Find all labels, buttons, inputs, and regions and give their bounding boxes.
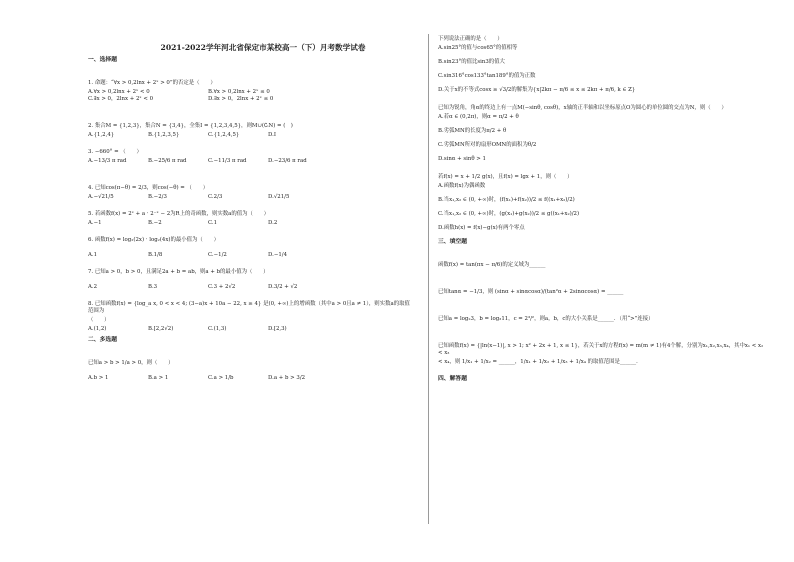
- q7-option-a: A.2: [88, 284, 98, 290]
- q5-option-a: A.−1: [88, 220, 102, 226]
- q7-option-c: C.3 + 2√2: [208, 284, 236, 290]
- section-heading-answer: 四、解答题: [438, 376, 467, 382]
- exam-title: 2021-2022学年河北省保定市某校高一（下）月考数学试卷: [160, 43, 366, 52]
- q8-answer-paren: （ ）: [88, 317, 110, 323]
- q6-option-a: A.1: [88, 252, 98, 258]
- question-16: 已知函数f(x) = {|ln(x−1)|, x > 1; x² + 2x + 1, x ≤ 1}，若关于x的方程f(x) = m(m ≠ 1)有4个解，分别为x₁,x₂,x₃,x₄，其中x₁ < x₂ < x₃: [438, 343, 764, 356]
- q11-option-c: C.劣弧MN所对的扇形OMN的面积为θ/2: [438, 142, 537, 148]
- q10-option-b: B.sin23°的值比sin3的值大: [438, 59, 505, 65]
- question-7: 7. 已知a > 0，b > 0，且满足2a + b = ab，则a + b的最小值为（ ）: [88, 269, 269, 275]
- question-11: 已知为锐角，角α的终边上有一点M(−sinθ, cosθ)，x轴的正半轴和以坐标原点O为圆心的单位圆的交点为N，则（ ）: [438, 105, 727, 111]
- q2-option-c: C.{1,2,4,5}: [208, 132, 240, 138]
- q4-option-b: B.−2/3: [148, 194, 167, 200]
- q6-options: [88, 252, 418, 259]
- question-1: 1. 命题：“∀x > 0,2lnx + 2ˣ > 0”的否定是（ ）: [88, 80, 216, 86]
- question-2: 2. 集合M = {1,2,3}，集合N = {3,4}，全集I = {1,2,3,4,5}，则M∪(∁ᵢN) = ( ): [88, 123, 293, 129]
- column-divider: [428, 34, 429, 524]
- left-column: [88, 44, 418, 392]
- q9-option-b: B.a > 1: [148, 375, 169, 381]
- q1-option-a: A.∀x > 0,2lnx + 2ˣ < 0: [88, 89, 150, 95]
- q3-option-a: A.−13/3 π rad: [88, 158, 127, 164]
- q5-option-d: D.2: [268, 220, 278, 226]
- q4-option-d: D.√21/5: [268, 194, 290, 200]
- q1-option-c: C.∃x > 0，2lnx + 2ˣ < 0: [88, 96, 154, 102]
- q12-option-b: B.当x₁,x₂ ∈ (0, +∞)时，(f(x₁)+f(x₂))/2 ≤ f((x₁+x₂)/2): [438, 197, 575, 203]
- q7-option-d: D.3/2 + √2: [268, 284, 298, 290]
- question-6: 6. 函数f(x) = log₂(2x) · log₂(4x)的最小值为（ ）: [88, 237, 219, 243]
- q10-option-a: A.sin25°的值与cos65°的值相等: [438, 45, 518, 51]
- q2-options: [88, 132, 418, 139]
- right-column: [438, 36, 768, 389]
- section-heading-multi: 二、多选题: [88, 337, 117, 343]
- q2-option-d: D.I: [268, 132, 276, 138]
- q3-option-b: B.−25/6 π rad: [148, 158, 187, 164]
- q1-options-row1: [88, 89, 418, 96]
- q4-option-a: A.−√21/5: [88, 194, 114, 200]
- q10-options: [438, 45, 768, 94]
- q11-options: [438, 114, 768, 163]
- q6-option-b: B.1/8: [148, 252, 163, 258]
- q10-option-c: C.sin316°cos133°tan189°的值为正数: [438, 73, 536, 79]
- q9-options: [88, 375, 418, 382]
- q5-option-b: B.−2: [148, 220, 162, 226]
- q8-option-d: D.[2,3): [268, 326, 287, 332]
- q3-option-c: C.−11/3 π rad: [208, 158, 247, 164]
- q2-option-b: B.{1,2,3,5}: [148, 132, 180, 138]
- q12-option-c: C.当x₁,x₂ ∈ (0, +∞)时，(g(x₁)+g(x₂))/2 ≤ g((x₁+x₂)/2): [438, 211, 580, 217]
- q12-option-a: A.函数f(x)为偶函数: [438, 183, 486, 189]
- question-4: 4. 已知cos(π−θ) = 2/3，则cos(−θ) = （ ）: [88, 185, 209, 191]
- q8-option-b: B.[2,2√2): [148, 326, 174, 332]
- q1-options-row2: [88, 96, 418, 103]
- q9-option-a: A.b > 1: [88, 375, 109, 381]
- q2-option-a: A.{1,2,4}: [88, 132, 115, 138]
- q11-option-b: B.劣弧MN的长度为π/2 + θ: [438, 128, 507, 134]
- q3-options: [88, 158, 418, 165]
- q8-option-a: A.(1,2): [88, 326, 107, 332]
- q10-option-d: D.关于x的不等式cosx ≥ √3/2的解集为{x|2kπ − π/6 ≤ x ≤ 2kπ + π/6, k ∈ Z}: [438, 87, 636, 93]
- q5-options: [88, 220, 418, 227]
- q12-options: [438, 183, 768, 232]
- q12-option-d: D.函数h(x) = f(x)−g(x)有两个零点: [438, 225, 525, 231]
- question-13: 函数f(x) = tan(πx − π/6)的定义域为______: [438, 262, 546, 268]
- question-12: 若f(x) = x + 1/2 g(x)，且f(x) = lgx + 1，则（ ）: [438, 174, 573, 180]
- question-3: 3. −660° = （ ）: [88, 149, 142, 155]
- q6-option-c: C.−1/2: [208, 252, 227, 258]
- question-5: 5. 若函数f(x) = 2ˣ + a · 2⁻ˣ − 2为R上的奇函数，则实数a的值为（ ）: [88, 211, 270, 217]
- q9-option-c: C.a > 1/b: [208, 375, 234, 381]
- question-8: 8. 已知函数f(x) = {log_a x, 0 < x < 4; (3−a)x + 10a − 22, x ≥ 4} 是(0, +∞)上的增函数（其中a > 0且a ≠ 1），则实数a的取值范围为: [88, 301, 410, 314]
- q1-option-d: D.∃x > 0，2lnx + 2ˣ ≤ 0: [208, 96, 274, 102]
- question-16-line2: < x₄，则 1/x₁ + 1/x₂ = ______，1/x₁ + 1/x₂ + 1/x₃ + 1/x₄ 的取值范围是______．: [438, 359, 642, 365]
- question-14: 已知tanα = −1/3，则 (sinα + sinαcosα)/(tan²α + 2sinαcosα) = ______: [438, 289, 624, 295]
- question-9: 已知a > b > 1/a > 0，则（ ）: [88, 360, 174, 366]
- q1-option-b: B.∀x > 0,2lnx + 2ˣ ≤ 0: [208, 89, 270, 95]
- q7-option-b: B.3: [148, 284, 158, 290]
- q7-options: [88, 284, 418, 291]
- q4-options: [88, 194, 418, 201]
- section-heading-fill: 三、填空题: [438, 239, 467, 245]
- q5-option-c: C.1: [208, 220, 218, 226]
- question-15: 已知a = log₂3，b = log₃11，c = 2³/²，则a，b，c的大小关系是______．（用“>”连接）: [438, 316, 654, 322]
- q9-option-d: D.a + b > 3/2: [268, 375, 306, 381]
- q8-option-c: C.(1,3): [208, 326, 227, 332]
- q4-option-c: C.2/3: [208, 194, 223, 200]
- q6-option-d: D.−1/4: [268, 252, 288, 258]
- section-heading-choice: 一、选择题: [88, 57, 117, 63]
- q3-option-d: D.−23/6 π rad: [268, 158, 307, 164]
- q11-option-a: A.若α ∈ (0,2π)，则α = π/2 + θ: [438, 114, 519, 120]
- q11-option-d: D.sinα + sinθ > 1: [438, 156, 486, 162]
- q8-options: [88, 326, 418, 333]
- question-10: 下列说法正确的是（ ）: [438, 36, 503, 42]
